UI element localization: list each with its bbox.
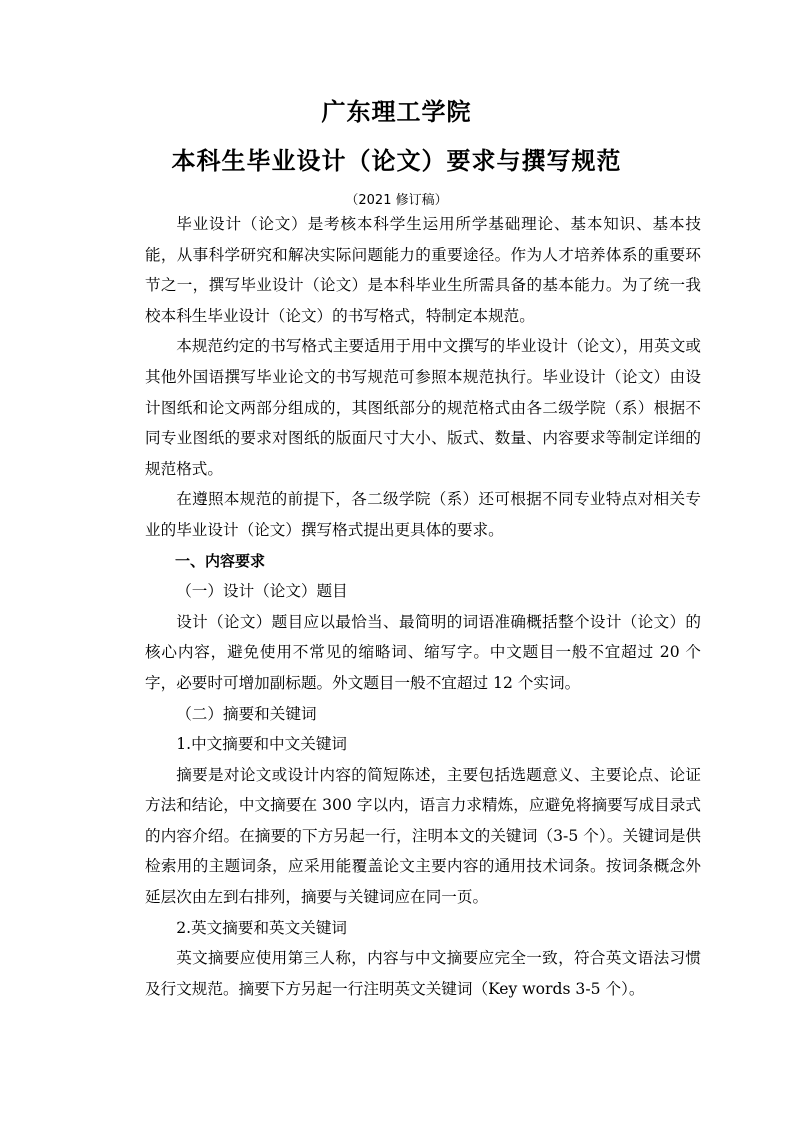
revision-note: （2021 修订稿） xyxy=(345,193,448,208)
document-title: 本科生毕业设计（论文）要求与撰写规范 xyxy=(171,147,622,175)
subsection-heading-abstract: （二）摘要和关键词 xyxy=(176,704,317,723)
intro-paragraph-1: 毕业设计（论文）是考核本科学生运用所学基础理论、基本知识、基本技能，从事科学研究和解决实际问题能力的重要途径。作为人才培养体系的重要环节之一，撰写毕业设计（论文）是本科毕业生所需具备的基本能力。为了统一我校本科生毕业设计（论文）的书写格式，特制定本规范。 xyxy=(145,215,701,325)
institution-name: 广东理工学院 xyxy=(321,98,472,126)
intro-paragraph-3: 在遵照本规范的前提下，各二级学院（系）还可根据不同专业特点对相关专业的毕业设计（论文）撰写格式提出更具体的要求。 xyxy=(145,490,701,539)
document-body xyxy=(145,209,701,1004)
title-requirements-paragraph: 设计（论文）题目应以最恰当、最简明的词语准确概括整个设计（论文）的核心内容，避免使用不常见的缩略词、缩写字。中文题目一般不宜超过 20 个字，必要时可增加副标题。外文题目一般不宜超过 12 个实词。 xyxy=(145,612,701,692)
intro-paragraph-2: 本规范约定的书写格式主要适用于用中文撰写的毕业设计（论文），用英文或其他外国语撰写毕业论文的书写规范可参照本规范执行。毕业设计（论文）由设计图纸和论文两部分组成的，其图纸部分的规范格式由各二级学院（系）根据不同专业图纸的要求对图纸的版面尺寸大小、版式、数量、内容要求等制定详细的规范格式。 xyxy=(145,337,701,478)
subsection-heading-title: （一）设计（论文）题目 xyxy=(176,582,348,601)
item-heading-chinese-abstract: 1.中文摘要和中文关键词 xyxy=(176,735,348,754)
chinese-abstract-paragraph: 摘要是对论文或设计内容的简短陈述，主要包括选题意义、主要论点、论证方法和结论，中文摘要在 300 字以内，语言力求精炼，应避免将摘要写成目录式的内容介绍。在摘要的下方另起一行，注明本文的关键词（3-5 个）。关键词是供检索用的主题词条，应采用能覆盖论文主要内容的通用技术词条。按词条概念外延层次由左到右排列，摘要与关键词应在同一页。 xyxy=(145,765,701,907)
english-abstract-paragraph: 英文摘要应使用第三人称，内容与中文摘要应完全一致，符合英文语法习惯及行文规范。摘要下方另起一行注明英文关键词（Key words 3-5 个）。 xyxy=(145,949,701,998)
item-heading-english-abstract: 2.英文摘要和英文关键词 xyxy=(176,918,348,937)
section-heading-content-requirements: 一、内容要求 xyxy=(175,551,266,570)
